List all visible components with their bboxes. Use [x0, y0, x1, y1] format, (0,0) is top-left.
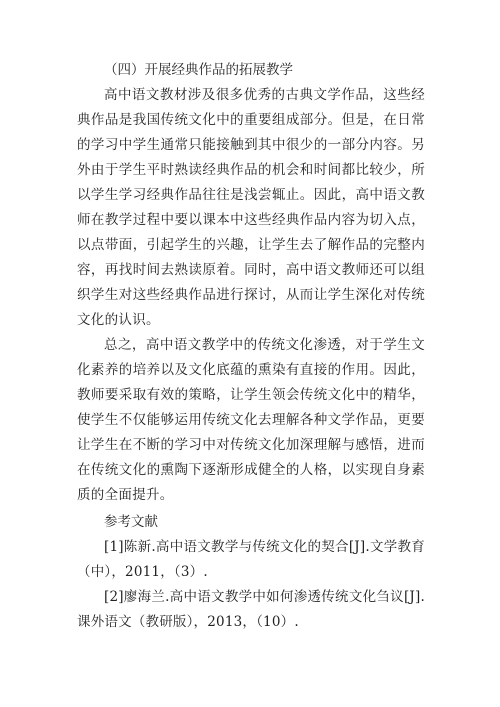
reference-item: [1]陈新.高中语文教学与传统文化的契合[J].文学教育（中），2011，（3）. — [77, 539, 425, 580]
conclusion-paragraph: 总之，高中语文教学中的传统文化渗透，对于学生文化素养的培养以及文化底蕴的熏染有直接的作用。因此，教师要采取有效的策略，让学生领会传统文化中的精华，使学生不仅能够运用传统文化去理解各种文学作品，更要让学生在不断的学习中对传统文化加深理解与感悟，进而在传统文化的熏陶下逐渐形成健全的人格，以实现自身素质的全面提升。 — [77, 337, 425, 503]
section-heading: （四）开展经典作品的拓展教学 — [104, 62, 293, 78]
references-title: 参考文献 — [104, 514, 158, 530]
reference-item: [2]廖海兰.高中语文教学中如何渗透传统文化刍议[J].课外语文（教研版），2013，（10）. — [77, 589, 425, 630]
document-body — [77, 58, 425, 635]
body-paragraph: 高中语文教材涉及很多优秀的古典文学作品，这些经典作品是我国传统文化中的重要组成部分。但是，在日常的学习中学生通常只能接触到其中很少的一部分内容。另外由于学生平时熟读经典作品的机会和时间都比较少，所以学生学习经典作品往往是浅尝辄止。因此，高中语文教师在教学过程中要以课本中这些经典作品内容为切入点，以点带面，引起学生的兴趣，让学生去了解作品的完整内容，再找时间去熟读原着。同时，高中语文教师还可以组织学生对这些经典作品进行探讨，从而让学生深化对传统文化的认识。 — [77, 87, 425, 328]
